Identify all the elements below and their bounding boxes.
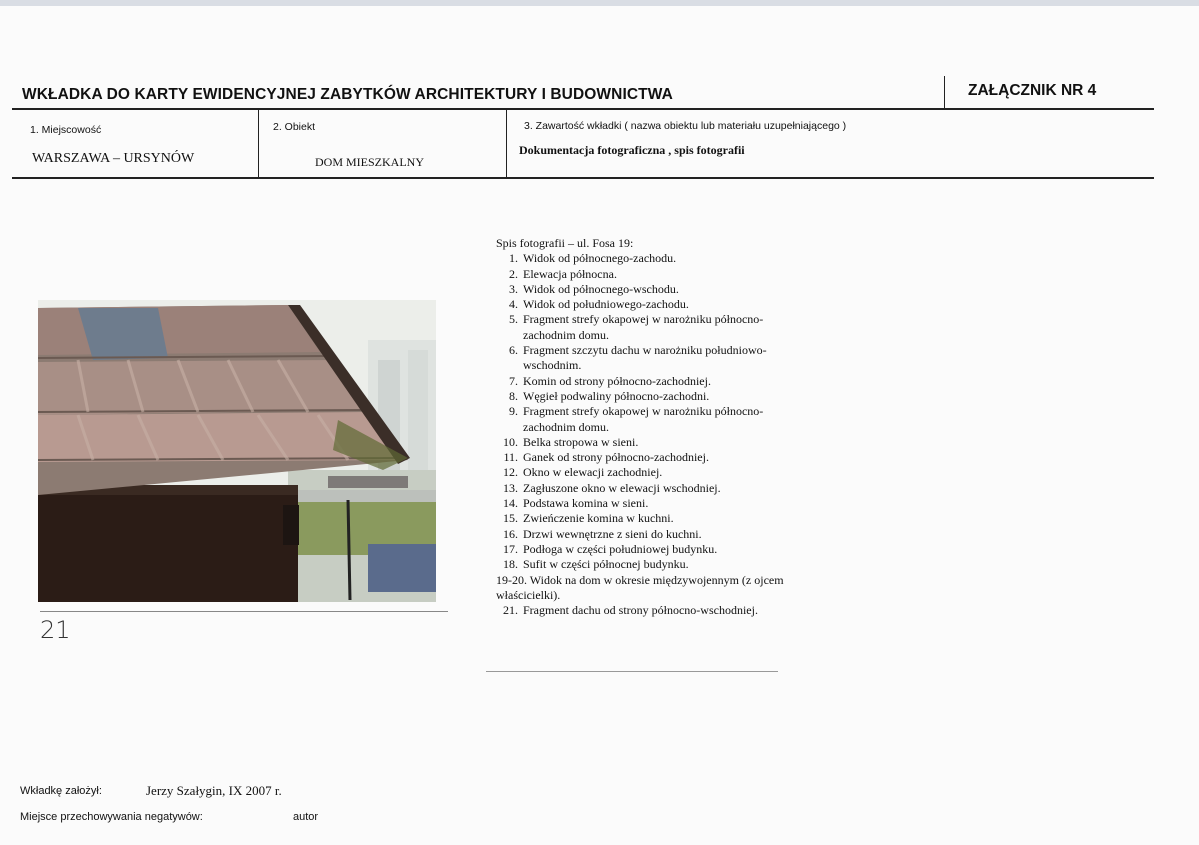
list-item (496, 573, 796, 604)
locality-value: WARSZAWA – URSYNÓW (32, 151, 195, 166)
list-item-number: 17. (503, 541, 518, 556)
list-item (496, 435, 796, 450)
list-item-text: Drzwi wewnętrzne z sieni do kuchni. (523, 526, 702, 541)
list-item-text: Ganek od strony północno-zachodniej. (523, 450, 709, 465)
list-item (496, 542, 796, 557)
list-item (496, 404, 796, 435)
list-item-text: Komin od strony północno-zachodniej. (523, 373, 711, 388)
author-value: Jerzy Szałygin, IX 2007 r. (146, 783, 282, 798)
list-item-number: 4. (509, 297, 518, 312)
list-item-text: Sufit w części północnej budynku. (523, 557, 689, 572)
list-item-text: Belka stropowa w sieni. (523, 434, 639, 449)
list-item-number: 21. (503, 603, 518, 618)
list-item (496, 374, 796, 389)
list-item-number: 16. (503, 526, 518, 541)
header-rule-top (12, 108, 1154, 110)
locality-label: 1. Miejscowość (30, 124, 102, 136)
list-item-text: Fragment strefy okapowej w narożniku północno-zachodnim domu. (523, 404, 764, 434)
list-item (496, 557, 796, 572)
header-rule-bottom (12, 177, 1154, 179)
list-item-text: Fragment strefy okapowej w narożniku północno-zachodnim domu. (523, 312, 764, 342)
list-item-number: 14. (503, 496, 518, 511)
list-item (496, 389, 796, 404)
list-item (496, 251, 796, 266)
photo-list (496, 236, 796, 618)
list-item-number: 5. (509, 312, 518, 327)
list-item-text: Widok od północnego-zachodu. (523, 251, 677, 266)
list-item-text: Węgieł podwaliny północno-zachodni. (523, 388, 710, 403)
content-value: Dokumentacja fotograficzna , spis fotografii (519, 143, 745, 157)
list-item (496, 527, 796, 542)
list-item (496, 481, 796, 496)
roof-photo (38, 300, 436, 602)
list-item (496, 282, 796, 297)
list-item-text: Fragment dachu od strony północno-wschodniej. (523, 603, 758, 618)
list-item-text: Podstawa komina w sieni. (523, 496, 649, 511)
list-item-text: Widok od południowego-zachodu. (523, 297, 689, 312)
list-item-number: 3. (509, 281, 518, 296)
scan-edge (0, 0, 1199, 6)
list-item-text: Fragment szczytu dachu w narożniku południowo-wschodnim. (523, 343, 767, 373)
list-item-number: 1. (509, 251, 518, 266)
list-item-number: 10. (503, 434, 518, 449)
list-item-number: 7. (509, 373, 518, 388)
list-item-number: 8. (509, 388, 518, 403)
list-underline (486, 671, 778, 672)
list-item (496, 343, 796, 374)
list-item (496, 267, 796, 282)
document-title: WKŁADKA DO KARTY EWIDENCYJNEJ ZABYTKÓW ARCHITEKTURY I BUDOWNICTWA (22, 86, 673, 103)
list-item-number: 13. (503, 480, 518, 495)
list-item-text: Elewacja północna. (523, 266, 617, 281)
list-item-number: 2. (509, 266, 518, 281)
list-item-number: 6. (509, 343, 518, 358)
field-divider-1 (258, 110, 259, 178)
list-item-text: Widok na dom w okresie międzywojennym (z ojcem właścicielki). (496, 572, 784, 602)
list-item (496, 511, 796, 526)
list-item-number: 12. (503, 465, 518, 480)
list-item (496, 603, 796, 618)
list-item-number: 15. (503, 511, 518, 526)
field-divider-2 (506, 110, 507, 178)
photo-underline (40, 611, 448, 612)
list-item-number: 18. (503, 557, 518, 572)
list-item (496, 450, 796, 465)
list-item-text: Podłoga w części południowej budynku. (523, 541, 718, 556)
list-item-text: Okno w elewacji zachodniej. (523, 465, 663, 480)
list-item (496, 465, 796, 480)
photo-handwritten-number: 21 (40, 616, 71, 644)
content-label: 3. Zawartość wkładki ( nazwa obiektu lub materiału uzupełniającego ) (524, 120, 847, 132)
storage-label: Miejsce przechowywania negatywów: (20, 811, 203, 823)
photo-list-items (496, 251, 796, 618)
author-label: Wkładkę założył: (20, 785, 102, 797)
annex-label: ZAŁĄCZNIK NR 4 (968, 82, 1097, 99)
roof-photo-drawing (38, 300, 436, 602)
list-item-number: 19-20. (496, 572, 527, 587)
photo-list-heading: Spis fotografii – ul. Fosa 19: (496, 236, 634, 250)
object-label: 2. Obiekt (273, 121, 316, 133)
storage-value: autor (293, 811, 319, 823)
list-item (496, 297, 796, 312)
list-item-text: Widok od północnego-wschodu. (523, 281, 679, 296)
list-item-number: 11. (503, 450, 518, 465)
title-separator (944, 76, 945, 108)
list-item (496, 496, 796, 511)
list-item-text: Zagłuszone okno w elewacji wschodniej. (523, 480, 721, 495)
object-value: DOM MIESZKALNY (315, 155, 424, 169)
list-item (496, 312, 796, 343)
list-item-number: 9. (509, 404, 518, 419)
list-item-text: Zwieńczenie komina w kuchni. (523, 511, 674, 526)
